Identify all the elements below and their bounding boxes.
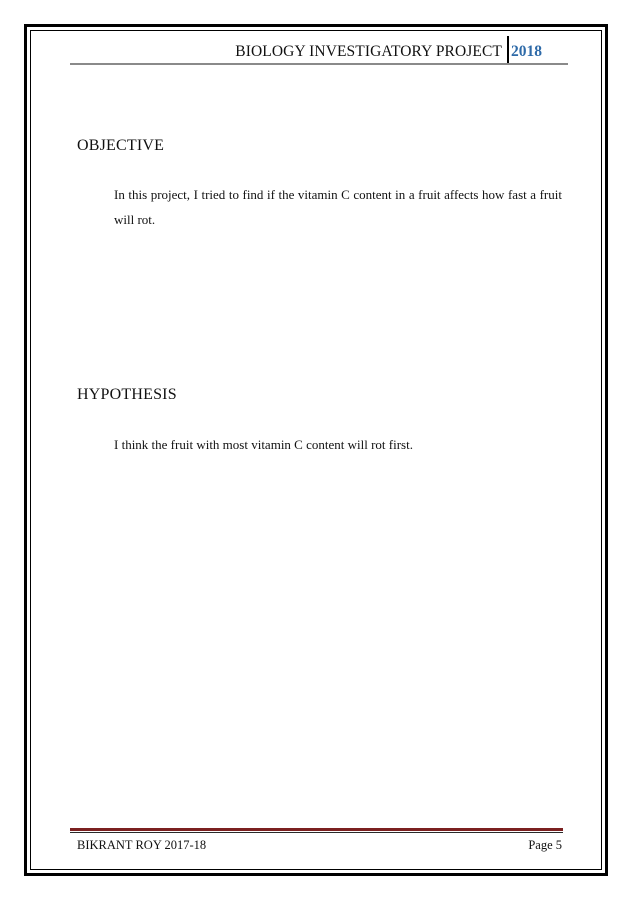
page-number: Page 5 bbox=[528, 838, 562, 852]
header-separator bbox=[507, 36, 509, 64]
header-year: 2018 bbox=[511, 43, 542, 60]
footer-rule bbox=[70, 828, 563, 831]
header-title: BIOLOGY INVESTIGATORY PROJECT bbox=[235, 43, 502, 60]
footer-rule-secondary bbox=[70, 832, 563, 833]
hypothesis-text: I think the fruit with most vitamin C content will rot first. bbox=[114, 437, 413, 452]
header-rule bbox=[70, 63, 568, 65]
objective-heading: OBJECTIVE bbox=[77, 137, 165, 154]
objective-text: In this project, I tried to find if the vitamin C content in a fruit affects how fast a fruit will rot. bbox=[114, 187, 562, 227]
hypothesis-heading: HYPOTHESIS bbox=[77, 386, 177, 403]
page-header bbox=[70, 36, 568, 66]
footer-author: BIKRANT ROY 2017-18 bbox=[77, 838, 207, 852]
